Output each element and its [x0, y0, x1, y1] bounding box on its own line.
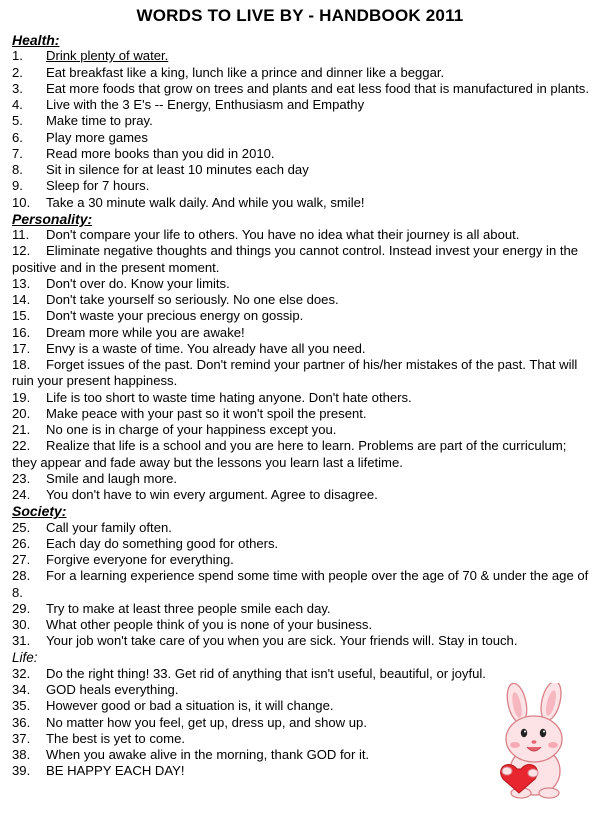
section-heading-society: Society:: [12, 503, 67, 520]
list-item: 34. GOD heals everything.: [12, 682, 179, 697]
section-heading-health: Health:: [12, 32, 60, 48]
list-item: 11. Don't compare your life to others. You have no idea what their journey is all about.: [12, 227, 520, 242]
content-list: [12, 32, 592, 780]
list-item: 7. Read more books than you did in 2010.: [12, 145, 275, 161]
list-item: 15. Don't waste your precious energy on gossip.: [12, 308, 304, 324]
list-item: 1. Drink plenty of water.: [12, 48, 169, 64]
list-item: 26. Each day do something good for others.: [12, 535, 279, 551]
list-item: 6. Play more games: [12, 129, 148, 145]
list-item: 22. Realize that life is a school and you are here to learn. Problems are part of the curriculum; they appear and fade away but the lessons you learn last a lifetime.: [12, 438, 567, 470]
list-item: 5. Make time to pray.: [12, 113, 153, 129]
list-item: 27. Forgive everyone for everything.: [12, 552, 234, 567]
list-item: 30. What other people think of you is none of your business.: [12, 617, 373, 632]
list-item: 28. For a learning experience spend some time with people over the age of 70 & under the age of 8.: [12, 568, 589, 600]
list-item: 12. Eliminate negative thoughts and things you cannot control. Instead invest your energy in the positive and in the present moment.: [12, 243, 579, 275]
list-item: 9. Sleep for 7 hours.: [12, 178, 150, 194]
list-item: 37. The best is yet to come.: [12, 730, 185, 746]
list-item: 29. Try to make at least three people smile each day.: [12, 600, 331, 616]
list-item: 17. Envy is a waste of time. You already have all you need.: [12, 340, 366, 356]
list-item: 20. Make peace with your past so it won't spoil the present.: [12, 405, 367, 421]
bunny-with-heart-icon: [487, 683, 583, 801]
list-item: 35. However good or bad a situation is, it will change.: [12, 698, 334, 714]
page-title: WORDS TO LIVE BY - HANDBOOK 2011: [136, 6, 464, 25]
list-item: 39. BE HAPPY EACH DAY!: [12, 763, 185, 779]
list-item: 23. Smile and laugh more.: [12, 470, 178, 486]
section-heading-personality: Personality:: [12, 210, 93, 227]
section-heading-life: Life:: [12, 649, 38, 665]
list-item: 3. Eat more foods that grow on trees and plants and eat less food that is manufactured in plants.: [12, 80, 589, 96]
list-item: 14. Don't take yourself so seriously. No one else does.: [12, 292, 339, 307]
list-item: 4. Live with the 3 E's -- Energy, Enthusiasm and Empathy: [12, 97, 365, 112]
list-item: 21. No one is in charge of your happiness except you.: [12, 422, 337, 437]
list-item: 2. Eat breakfast like a king, lunch like a prince and dinner like a beggar.: [12, 64, 445, 80]
list-item: 38. When you awake alive in the morning, thank GOD for it.: [12, 747, 370, 762]
list-item: 10. Take a 30 minute walk daily. And while you walk, smile!: [12, 194, 365, 210]
list-item: 19. Life is too short to waste time hating anyone. Don't hate others.: [12, 389, 412, 405]
list-item: 8. Sit in silence for at least 10 minutes each day: [12, 162, 309, 177]
list-item: 32. Do the right thing! 33. Get rid of anything that isn't useful, beautiful, or joyful.: [12, 665, 486, 681]
list-item: 25. Call your family often.: [12, 519, 172, 535]
list-item: 36. No matter how you feel, get up, dress up, and show up.: [12, 714, 367, 730]
list-item: 16. Dream more while you are awake!: [12, 324, 245, 340]
list-item: 13. Don't over do. Know your limits.: [12, 275, 230, 291]
list-item: 31. Your job won't take care of you when you are sick. Your friends will. Stay in touch.: [12, 633, 518, 649]
list-item: 18. Forget issues of the past. Don't remind your partner of his/her mistakes of the past. That will ruin your present happiness.: [12, 357, 578, 389]
list-item: 24. You don't have to win every argument. Agree to disagree.: [12, 487, 378, 502]
